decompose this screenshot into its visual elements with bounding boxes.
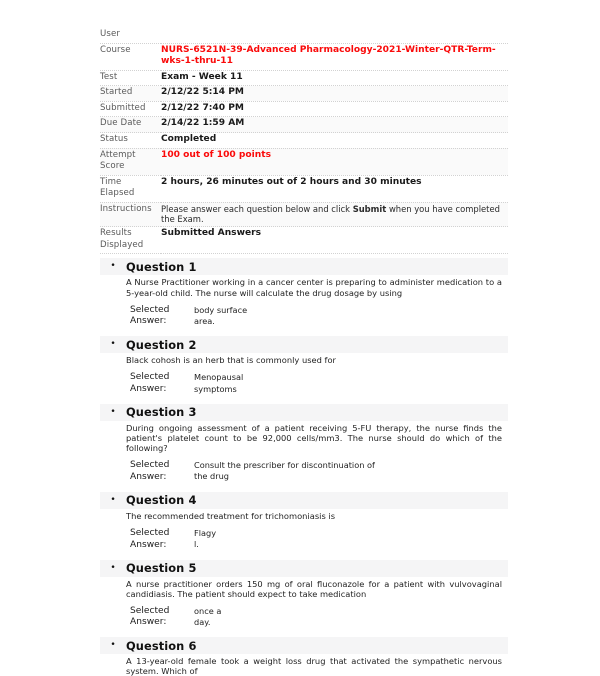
question-header [100,637,508,654]
summary-label-started: Started [100,87,133,98]
selected-answer-value-line1: Consult the prescriber for discontinuation of [194,460,375,471]
exam-review-page [100,28,508,676]
summary-label-submitted: Submitted [100,102,146,113]
bullet-icon: • [110,406,116,417]
selected-answer-label-line1: Selected [130,460,170,471]
selected-answer-label [130,305,194,329]
summary-row-test [100,70,508,86]
selected-answer-label [130,528,194,552]
question-text: A 13-year-old female took a weight loss drug that activated the sympathetic nervous system. Which of [126,656,502,676]
selected-answer-label-line1: Selected [130,304,170,315]
selected-answer-row [100,521,508,556]
instructions-before: Please answer each question below and click [161,203,353,214]
question-block [100,560,508,634]
selected-answer-row [100,365,508,400]
selected-answer-label-line2: Answer: [130,384,167,395]
selected-answer-value [194,528,216,552]
selected-answer-row [100,599,508,634]
selected-answer-label [130,372,194,396]
selected-answer-value [194,372,243,396]
summary-value-status: Completed [161,134,217,145]
summary-value-user [161,28,508,43]
selected-answer-label-line1: Selected [130,605,170,616]
selected-answer-label [130,606,194,630]
bullet-icon: • [110,261,116,272]
question-text: During ongoing assessment of a patient receiving 5-FU therapy, the nurse finds the patient's platelet count to be 92,000 cells/mm3. The nurse should do which of the following? [126,422,502,454]
summary-label-instructions: Instructions [100,203,152,214]
bullet-icon: • [110,640,116,651]
selected-answer-value-line1: body surface [194,304,248,315]
summary-label-results-displayed: Results Displayed [100,228,144,250]
summary-row-time-elapsed [100,175,508,202]
summary-value-submitted: 2/12/22 7:40 PM [161,102,244,113]
selected-answer-value-line2: the drug [194,471,229,482]
summary-value-started: 2/12/22 5:14 PM [161,87,244,98]
summary-label-test: Test [100,71,118,82]
selected-answer-value-line1: once a [194,605,222,616]
selected-answer-value [194,305,247,329]
summary-value-instructions [161,202,508,227]
selected-answer-label-line2: Answer: [130,539,167,550]
question-text: A nurse practitioner orders 150 mg of oral fluconazole for a patient with vulvovaginal candidiasis. The patient should expect to take medication [126,578,502,599]
question-title: Question 4 [126,493,197,508]
question-block [100,336,508,400]
summary-row-instructions [100,202,508,227]
summary-value-due-date: 2/14/22 1:59 AM [161,118,245,129]
summary-label-course: Course [100,44,131,55]
selected-answer-label-line1: Selected [130,372,170,383]
summary-label-time-elapsed: Time Elapsed [100,176,135,199]
summary-label-status: Status [100,134,128,145]
question-block [100,637,508,676]
question-header [100,560,508,577]
question-text: Black cohosh is an herb that is commonly used for [126,355,336,366]
summary-label-user: User [100,29,120,39]
question-title: Question 5 [126,561,197,575]
summary-row-started [100,86,508,102]
instructions-submit-emphasis: Submit [352,203,387,214]
question-title: Question 1 [126,259,197,274]
question-title: Question 6 [126,638,197,653]
summary-value-time-elapsed: 2 hours, 26 minutes out of 2 hours and 30 minutes [161,176,422,187]
selected-answer-label [130,460,194,484]
selected-answer-value-line2: symptoms [194,383,237,394]
question-block [100,258,508,332]
summary-value-course[interactable]: NURS-6521N-39-Advanced Pharmacology-2021-Winter-QTR-Term-wks-1-thru-11 [161,44,496,67]
summary-label-due-date: Due Date [100,118,142,129]
summary-value-test: Exam - Week 11 [161,71,243,82]
question-header [100,492,508,509]
summary-label-attempt-score: Attempt Score [100,149,136,172]
selected-answer-value [194,606,221,630]
selected-answer-value-line1: Menopausal [194,372,244,383]
bullet-icon: • [110,494,116,505]
summary-row-results-displayed [100,227,508,254]
attempt-summary-body [100,28,508,254]
selected-answer-label-line2: Answer: [130,617,167,628]
summary-value-attempt-score: 100 out of 100 points [161,149,272,160]
question-block [100,492,508,556]
bullet-icon: • [110,562,116,573]
selected-answer-label-line2: Answer: [130,316,167,327]
summary-row-due-date [100,117,508,133]
summary-row-user [100,28,508,43]
selected-answer-label-line1: Selected [130,527,170,538]
selected-answer-row [100,298,508,333]
selected-answer-value [194,460,375,484]
selected-answer-value-line2: day. [194,616,211,627]
selected-answer-value-line2: area. [194,315,215,326]
attempt-summary-table [100,28,508,254]
question-header [100,258,508,275]
question-text: The recommended treatment for trichomoniasis is [126,510,336,521]
question-header [100,404,508,421]
question-title: Question 2 [126,337,197,352]
selected-answer-value-line1: Flagy [194,527,217,538]
selected-answer-row [100,453,508,488]
selected-answer-value-line2: l. [194,539,199,550]
question-text: A Nurse Practitioner working in a cancer center is preparing to administer medication to a 5-year-old child. The nurse will calculate the drug dosage by using [126,277,502,298]
instructions-after: when you have completed the Exam. [161,203,500,225]
bullet-icon: • [110,339,116,350]
question-title: Question 3 [126,405,197,420]
summary-row-attempt-score [100,148,508,175]
question-block [100,404,508,488]
selected-answer-label-line2: Answer: [130,472,167,483]
summary-row-status [100,133,508,149]
summary-row-submitted [100,101,508,117]
question-header [100,336,508,353]
summary-row-course [100,43,508,70]
summary-value-results-displayed: Submitted Answers [161,228,262,239]
